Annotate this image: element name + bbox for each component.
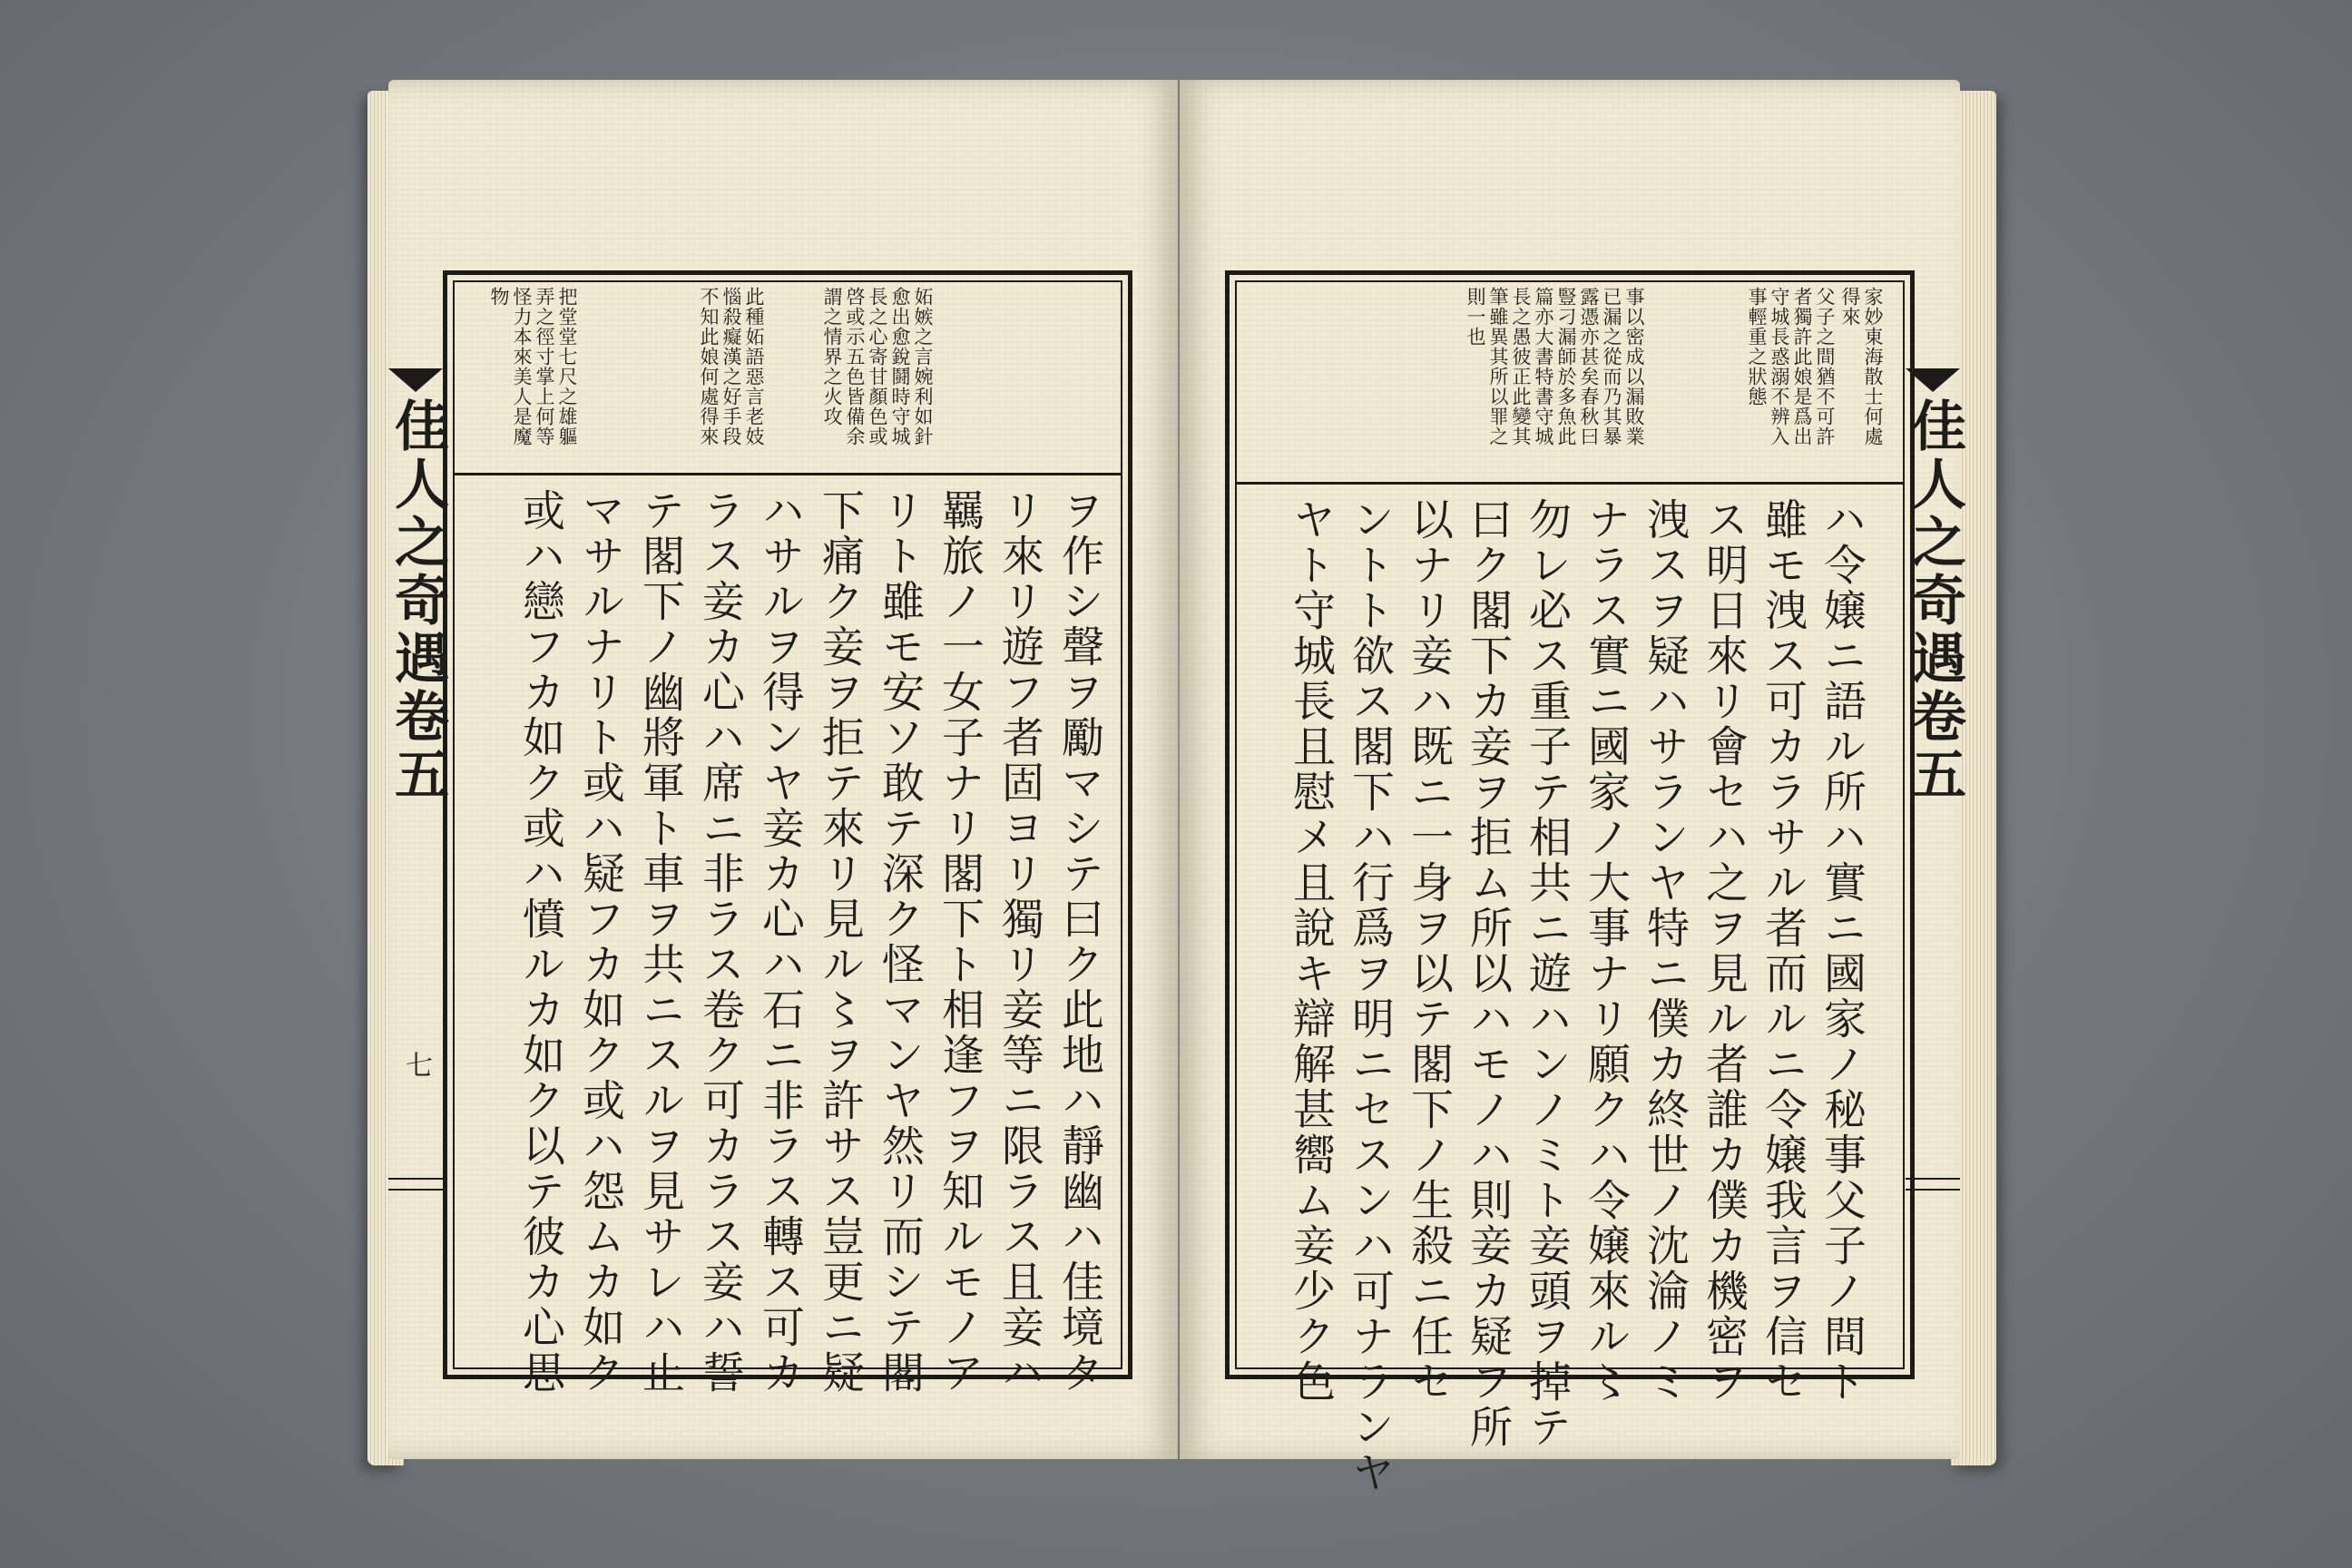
note-column: 事輕重之狀態 — [1746, 287, 1768, 407]
main-text-column: ハ令嬢ニ語ル所ハ實ニ國家ノ秘事父子ノ間ト — [1817, 497, 1867, 1405]
note-column: 篇亦大書特書守城 — [1533, 287, 1554, 446]
note-column: 謂之情界之火攻 — [821, 287, 843, 426]
note-column: 事以密成以漏敗業 — [1623, 287, 1645, 446]
main-text-column: ハサルヲ得ンヤ妾カ心ハ石ニ非ラス轉ス可カ — [755, 488, 805, 1396]
main-text-column: ヲ作シ聲ヲ勵マシテ曰ク此地ハ靜幽ハ佳境タ — [1054, 488, 1104, 1396]
title-fishtail — [1906, 368, 1960, 392]
main-text-column: 勿レ必ス重子テ相共ニ遊ハンノミト妾頭ヲ掉テ — [1522, 497, 1572, 1450]
note-column: 筆雖異其所以罪之 — [1487, 287, 1509, 446]
main-text-column: ス明日來リ會セハ之ヲ見ル者誰カ僕カ機密ヲ — [1699, 497, 1749, 1405]
main-text-column: リ來リ遊フ者固ヨリ獨リ妾等ニ限ラス且妾ハ — [995, 488, 1044, 1396]
note-column: 怪力本來美人是魔 — [511, 287, 533, 446]
right-page — [1180, 80, 1966, 1495]
note-column: 露憑亦甚矣春秋曰 — [1578, 287, 1600, 446]
margin-rule — [388, 1178, 443, 1180]
main-text-column: ラス妾カ心ハ席ニ非ラス卷ク可カラス妾ハ誓 — [695, 488, 745, 1396]
note-column: 者獨許此娘是爲出 — [1791, 287, 1813, 446]
right-header-rule — [1237, 482, 1903, 485]
main-text-column: 曰ク閣下カ妾ヲ拒ム所以ハモノハ則妾カ疑フ所 — [1463, 497, 1513, 1450]
main-text-column: 雖モ洩ス可カラサル者而ルニ令嬢我言ヲ信セ — [1758, 497, 1808, 1405]
note-column: 愈出愈銳鬪時守城 — [889, 287, 911, 446]
main-text-column: 洩スヲ疑ハサランヤ特ニ僕カ終世ノ沈淪ノミ — [1640, 497, 1690, 1405]
margin-rule — [1906, 1189, 1960, 1191]
note-column: 則一也 — [1465, 287, 1486, 347]
running-title: 佳人之奇遇卷五 — [1903, 397, 1966, 804]
note-column: 豎刁漏師於多魚此 — [1555, 287, 1577, 446]
note-column: 長之心寄甘顏色或 — [867, 287, 888, 446]
main-text-column: ヤト守城長且慰メ且說キ辯解甚嚮ム妾少ク色 — [1286, 497, 1336, 1405]
note-column: 妬嫉之言婉利如針 — [912, 287, 934, 446]
note-column: 不知此娘何處得來 — [698, 287, 720, 446]
left-header-rule — [455, 473, 1121, 475]
note-column: 物 — [488, 287, 510, 307]
main-text-column: ントト欲ス閣下ハ行爲ヲ明ニセスンハ可ナランヤ — [1345, 497, 1395, 1495]
note-column: 長之愚彼正此變其 — [1510, 287, 1532, 446]
note-column: 惱殺癡漢之好手段 — [720, 287, 742, 446]
margin-rule — [1906, 1178, 1960, 1180]
note-column: 啓或示五色皆備余 — [844, 287, 866, 446]
note-column: 守城長惑溺不辨入 — [1769, 287, 1790, 446]
main-text-column: 以ナリ妾ハ既ニ一身ヲ以テ閣下ノ生殺ニ任セ — [1404, 497, 1454, 1405]
main-text-column: ナラス實ニ國家ノ大事ナリ願クハ令嬢來ル〻 — [1581, 497, 1631, 1405]
note-column: 家妙東海散士何處 — [1862, 287, 1884, 446]
running-title: 佳人之奇遇卷五 — [386, 397, 449, 804]
main-text-column: 羈旅ノ一女子ナリ閣下ト相逢フヲ知ルモノア — [935, 488, 985, 1396]
main-text-column: リト雖モ安ソ敢テ深ク怪マンヤ然リ而シテ閣 — [875, 488, 925, 1396]
main-text-column: マサルナリト或ハ疑フカ如ク或ハ怨ムカ如ク — [575, 488, 625, 1396]
note-column: 此種妬語惡言老妓 — [743, 287, 765, 446]
main-text-column: 下痛ク妾ヲ拒テ來リ見ル〻ヲ許サス豈更ニ疑 — [815, 488, 865, 1396]
folio-number: 七 — [400, 1051, 432, 1078]
note-column: 已漏之從而乃其暴 — [1601, 287, 1622, 446]
margin-rule — [388, 1189, 443, 1191]
main-text-column: テ閣下ノ幽將軍ト車ヲ共ニスルヲ見サレハ止 — [635, 488, 685, 1396]
note-column: 父子之間猶不可許 — [1814, 287, 1836, 446]
note-column: 得來 — [1839, 287, 1861, 327]
note-column: 弄之徑寸掌上何等 — [534, 287, 555, 446]
note-column: 把堂堂七尺之雄軀 — [556, 287, 578, 446]
left-page — [388, 80, 1178, 1459]
main-text-column: 或ハ戀フカ如ク或ハ憤ルカ如ク以テ彼カ心思 — [515, 488, 565, 1396]
